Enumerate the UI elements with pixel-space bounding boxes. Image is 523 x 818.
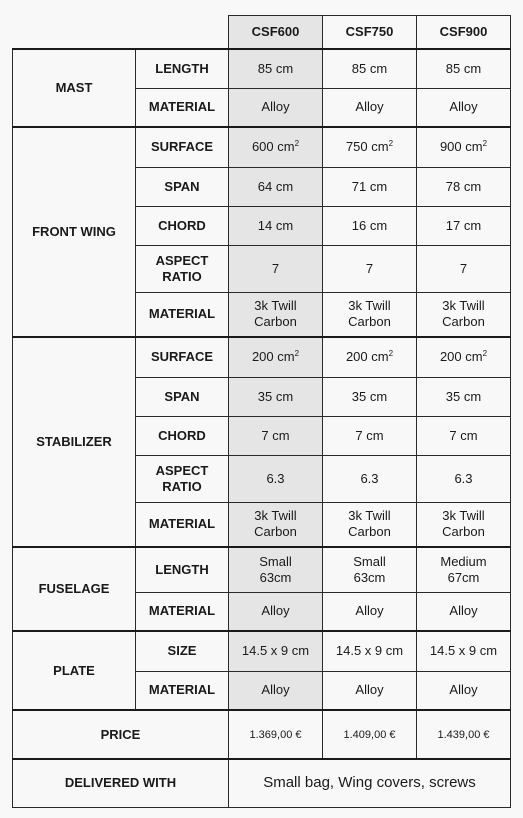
value-line: 63cm xyxy=(259,569,292,585)
value-line: Carbon xyxy=(442,314,485,330)
value-text: 200 cm xyxy=(439,349,483,365)
cell-value xyxy=(229,502,323,547)
group-mast: MAST xyxy=(13,49,136,127)
attr-span: SPAN xyxy=(136,377,229,416)
cell-value: 35 cm xyxy=(323,377,417,416)
cell-value: 17 cm xyxy=(417,206,511,245)
unit-superscript: 2 xyxy=(294,139,300,149)
cell-value xyxy=(229,547,323,592)
unit-superscript: 2 xyxy=(388,139,394,149)
cell-value xyxy=(323,547,417,592)
cell-value: 7 xyxy=(229,245,323,292)
value-line: Carbon xyxy=(254,524,297,540)
cell-value: 6.3 xyxy=(229,455,323,502)
cell-value xyxy=(323,502,417,547)
cell-value: Alloy xyxy=(323,592,417,631)
cell-value: 14 cm xyxy=(229,206,323,245)
attr-length: LENGTH xyxy=(136,547,229,592)
cell-value: 16 cm xyxy=(323,206,417,245)
attr-line: RATIO xyxy=(162,478,202,494)
cell-value: 71 cm xyxy=(323,167,417,206)
cell-value: 64 cm xyxy=(229,167,323,206)
cell-value: 85 cm xyxy=(417,49,511,88)
cell-value: 6.3 xyxy=(323,455,417,502)
price-value: 1.369,00 € xyxy=(229,710,323,759)
cell-value: 7 cm xyxy=(323,416,417,455)
cell-value: Alloy xyxy=(229,671,323,710)
cell-value: 85 cm xyxy=(229,49,323,88)
attr-length: LENGTH xyxy=(136,49,229,88)
value-line: Small xyxy=(259,553,292,569)
cell-value: Alloy xyxy=(229,592,323,631)
cell-value: 6.3 xyxy=(417,455,511,502)
attr-line: ASPECT xyxy=(155,462,209,478)
unit-superscript: 2 xyxy=(388,349,394,359)
cell-value: 85 cm xyxy=(323,49,417,88)
attr-material: MATERIAL xyxy=(136,292,229,337)
cell-value: Alloy xyxy=(323,671,417,710)
cell-value xyxy=(323,292,417,337)
cell-value: 7 xyxy=(323,245,417,292)
cell-value xyxy=(229,337,323,377)
attr-span: SPAN xyxy=(136,167,229,206)
attr-chord: CHORD xyxy=(136,416,229,455)
cell-value xyxy=(229,127,323,167)
value-text: 750 cm xyxy=(345,139,389,155)
cell-value: 14.5 x 9 cm xyxy=(229,631,323,671)
attr-aspect-ratio xyxy=(136,455,229,502)
attr-chord: CHORD xyxy=(136,206,229,245)
group-front-wing: FRONT WING xyxy=(13,127,136,337)
cell-value: 35 cm xyxy=(229,377,323,416)
cell-value xyxy=(417,547,511,592)
value-line: 3k Twill xyxy=(442,298,485,314)
cell-value: 7 cm xyxy=(229,416,323,455)
cell-value xyxy=(417,337,511,377)
value-text: 200 cm xyxy=(251,349,295,365)
price-label: PRICE xyxy=(13,710,229,759)
value-line: 3k Twill xyxy=(348,508,391,524)
cell-value: 14.5 x 9 cm xyxy=(417,631,511,671)
cell-value: Alloy xyxy=(323,88,417,127)
value-text: 900 cm xyxy=(439,139,483,155)
cell-value: Alloy xyxy=(417,88,511,127)
cell-value: 78 cm xyxy=(417,167,511,206)
cell-value: 7 xyxy=(417,245,511,292)
cell-value xyxy=(229,292,323,337)
cell-value xyxy=(323,127,417,167)
price-value: 1.439,00 € xyxy=(417,710,511,759)
cell-value xyxy=(417,292,511,337)
cell-value: Alloy xyxy=(229,88,323,127)
attr-aspect-ratio xyxy=(136,245,229,292)
attr-surface: SURFACE xyxy=(136,337,229,377)
delivered-value: Small bag, Wing covers, screws xyxy=(229,759,511,807)
value-line: 67cm xyxy=(447,569,480,585)
value-line: Carbon xyxy=(348,314,391,330)
value-line: 63cm xyxy=(353,569,386,585)
value-line: 3k Twill xyxy=(254,298,297,314)
header-csf750: CSF750 xyxy=(323,16,417,50)
unit-superscript: 2 xyxy=(294,349,300,359)
attr-material: MATERIAL xyxy=(136,502,229,547)
group-stabilizer: STABILIZER xyxy=(13,337,136,547)
attr-material: MATERIAL xyxy=(136,88,229,127)
unit-superscript: 2 xyxy=(482,349,488,359)
cell-value: Alloy xyxy=(417,592,511,631)
unit-superscript: 2 xyxy=(482,139,488,149)
attr-surface: SURFACE xyxy=(136,127,229,167)
value-line: Carbon xyxy=(254,314,297,330)
delivered-label: DELIVERED WITH xyxy=(13,759,229,807)
cell-value xyxy=(323,337,417,377)
value-line: Small xyxy=(353,553,386,569)
corner-blank xyxy=(13,16,229,50)
price-value: 1.409,00 € xyxy=(323,710,417,759)
cell-value: 7 cm xyxy=(417,416,511,455)
attr-size: SIZE xyxy=(136,631,229,671)
value-line: Medium xyxy=(440,553,487,569)
value-text: 200 cm xyxy=(345,349,389,365)
value-line: Carbon xyxy=(348,524,391,540)
group-plate: PLATE xyxy=(13,631,136,710)
attr-line: RATIO xyxy=(162,268,202,284)
cell-value: 14.5 x 9 cm xyxy=(323,631,417,671)
value-line: 3k Twill xyxy=(348,298,391,314)
attr-material: MATERIAL xyxy=(136,671,229,710)
cell-value: Alloy xyxy=(417,671,511,710)
value-line: Carbon xyxy=(442,524,485,540)
cell-value xyxy=(417,127,511,167)
spec-table xyxy=(12,15,511,808)
value-text: 600 cm xyxy=(251,139,295,155)
value-line: 3k Twill xyxy=(442,508,485,524)
group-fuselage: FUSELAGE xyxy=(13,547,136,631)
value-line: 3k Twill xyxy=(254,508,297,524)
attr-line: ASPECT xyxy=(155,252,209,268)
attr-material: MATERIAL xyxy=(136,592,229,631)
header-csf600: CSF600 xyxy=(229,16,323,50)
cell-value: 35 cm xyxy=(417,377,511,416)
header-csf900: CSF900 xyxy=(417,16,511,50)
cell-value xyxy=(417,502,511,547)
